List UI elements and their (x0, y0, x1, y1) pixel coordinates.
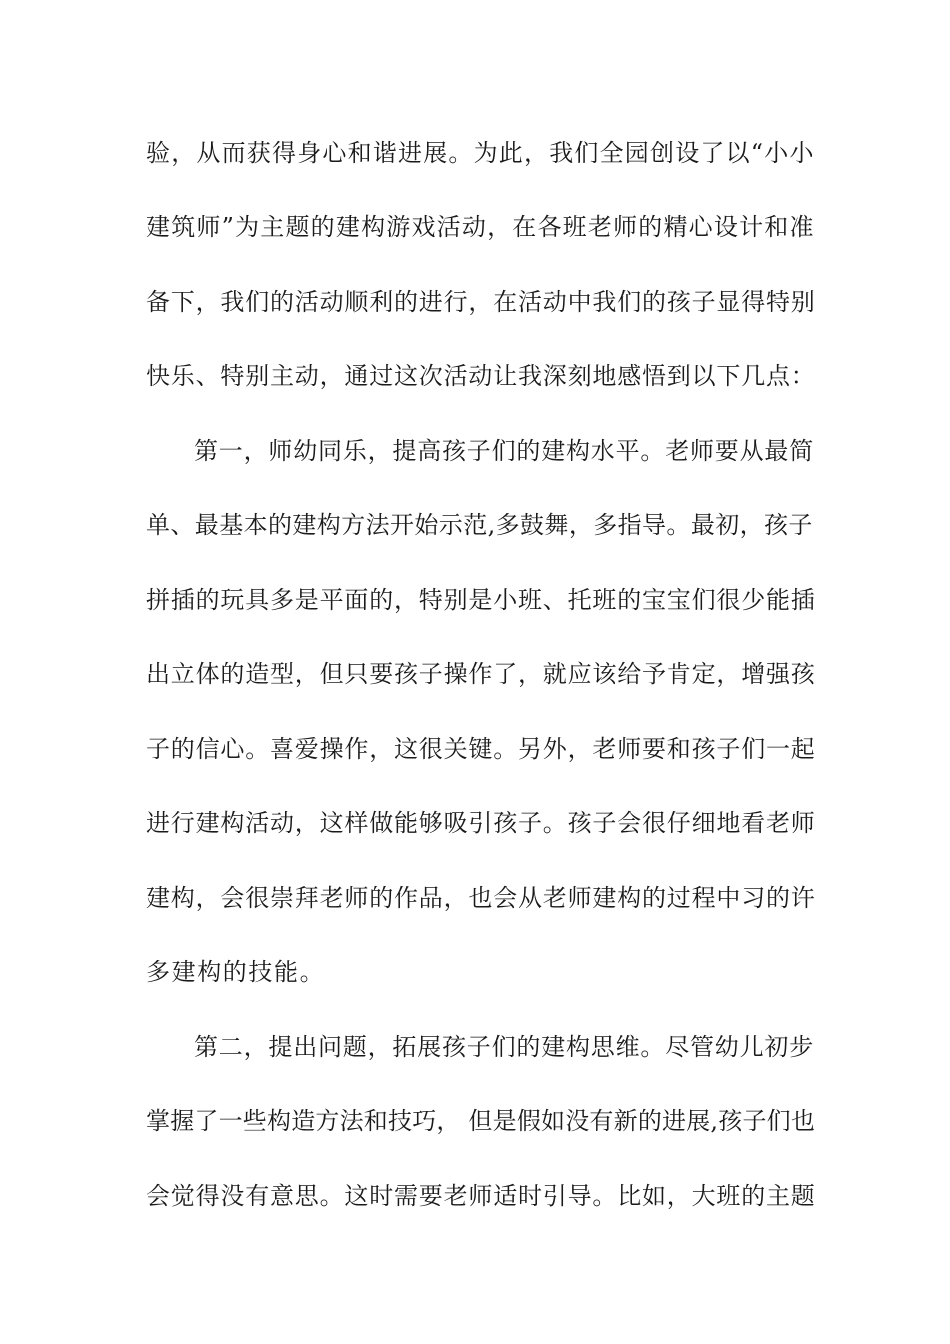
text-line-1: 验，从而获得身心和谐进展。为此，我们全园创设了以“小小 (146, 139, 815, 167)
text-line-14: 掌握了一些构造方法和技巧， 但是假如没有新的进展,孩子们也 (146, 1107, 816, 1135)
text-line-6: 单、最基本的建构方法开始示范,多鼓舞，多指导。最初，孩子 (146, 511, 813, 539)
text-line-15: 会觉得没有意思。这时需要老师适时引导。比如，大班的主题 (146, 1182, 816, 1210)
text-line-11: 建构，会很崇拜老师的作品，也会从老师建构的过程中习的许 (146, 884, 816, 912)
text-line-7: 拼插的玩具多是平面的，特别是小班、托班的宝宝们很少能插 (146, 586, 816, 614)
text-line-9: 子的信心。喜爱操作，这很关键。另外，老师要和孩子们一起 (146, 735, 816, 763)
text-line-5: 第一，师幼同乐，提高孩子们的建构水平。老师要从最简 (194, 437, 814, 465)
text-line-8: 出立体的造型，但只要孩子操作了，就应该给予肯定，增强孩 (146, 660, 816, 688)
text-line-12: 多建构的技能。 (146, 958, 326, 986)
text-line-13: 第二，提出问题，拓展孩子们的建构思维。尽管幼儿初步 (194, 1033, 814, 1061)
text-line-10: 进行建构活动，这样做能够吸引孩子。孩子会很仔细地看老师 (146, 809, 816, 837)
text-line-3: 备下，我们的活动顺利的进行，在活动中我们的孩子显得特别 (146, 288, 816, 316)
text-line-4: 快乐、特别主动，通过这次活动让我深刻地感悟到以下几点： (146, 362, 816, 390)
text-line-2: 建筑师”为主题的建构游戏活动，在各班老师的精心设计和准 (146, 213, 815, 241)
